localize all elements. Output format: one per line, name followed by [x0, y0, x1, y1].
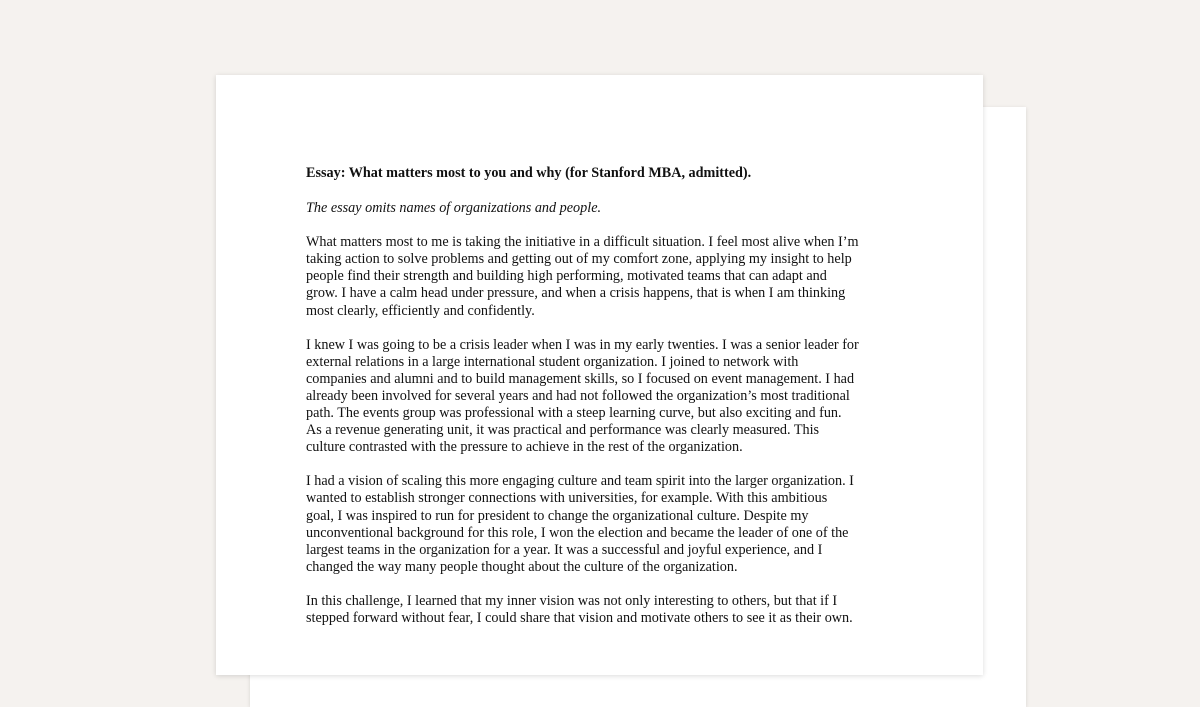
paragraph-line: As a revenue generating unit, it was practical and performance was clearly measured. This — [306, 422, 820, 439]
paragraph-2 — [306, 337, 906, 457]
paragraph-line: taking action to solve problems and getting out of my comfort zone, applying my insight to help — [306, 251, 852, 268]
paragraph-line: already been involved for several years and had not followed the organization’s most traditional — [306, 387, 850, 404]
essay-note: The essay omits names of organizations and people. — [306, 200, 602, 217]
paragraph-4 — [306, 593, 906, 627]
paragraph-line: changed the way many people thought about the culture of the organization. — [306, 558, 738, 575]
paragraph-line: goal, I was inspired to run for president to change the organizational culture. Despite my — [306, 507, 809, 524]
paragraph-3 — [306, 473, 906, 576]
paragraph-line: grow. I have a calm head under pressure, and when a crisis happens, that is when I am thinking — [306, 285, 846, 302]
document-body — [306, 165, 906, 644]
essay-title: Essay: What matters most to you and why (for Stanford MBA, admitted). — [306, 165, 752, 181]
paragraph-line: people find their strength and building high performing, motivated teams that can adapt and — [306, 268, 827, 285]
paragraph-line: path. The events group was professional with a steep learning curve, but also exciting and fun. — [306, 405, 842, 422]
paragraph-1 — [306, 234, 906, 319]
paragraph-line: culture contrasted with the pressure to achieve in the rest of the organization. — [306, 439, 743, 456]
paragraph-line: most clearly, efficiently and confidently. — [306, 302, 535, 319]
paragraph-line: In this challenge, I learned that my inner vision was not only interesting to others, but that if I — [306, 592, 838, 609]
paragraph-line: I knew I was going to be a crisis leader when I was in my early twenties. I was a senior leader for — [306, 336, 859, 353]
paragraph-line: companies and alumni and to build management skills, so I focused on event management. I had — [306, 370, 855, 387]
paragraph-line: wanted to establish stronger connections with universities, for example. With this ambitious — [306, 490, 828, 507]
paragraph-line: unconventional background for this role, I won the election and became the leader of one of the — [306, 524, 849, 541]
paragraph-line: What matters most to me is taking the initiative in a difficult situation. I feel most alive when I’m — [306, 234, 859, 251]
paragraph-line: external relations in a large international student organization. I joined to network with — [306, 353, 799, 370]
paragraph-line: I had a vision of scaling this more engaging culture and team spirit into the larger organization. I — [306, 473, 854, 490]
paragraph-line: largest teams in the organization for a year. It was a successful and joyful experience, and I — [306, 541, 823, 558]
paragraph-line: stepped forward without fear, I could share that vision and motivate others to see it as their own. — [306, 609, 853, 626]
document-page — [216, 75, 983, 675]
